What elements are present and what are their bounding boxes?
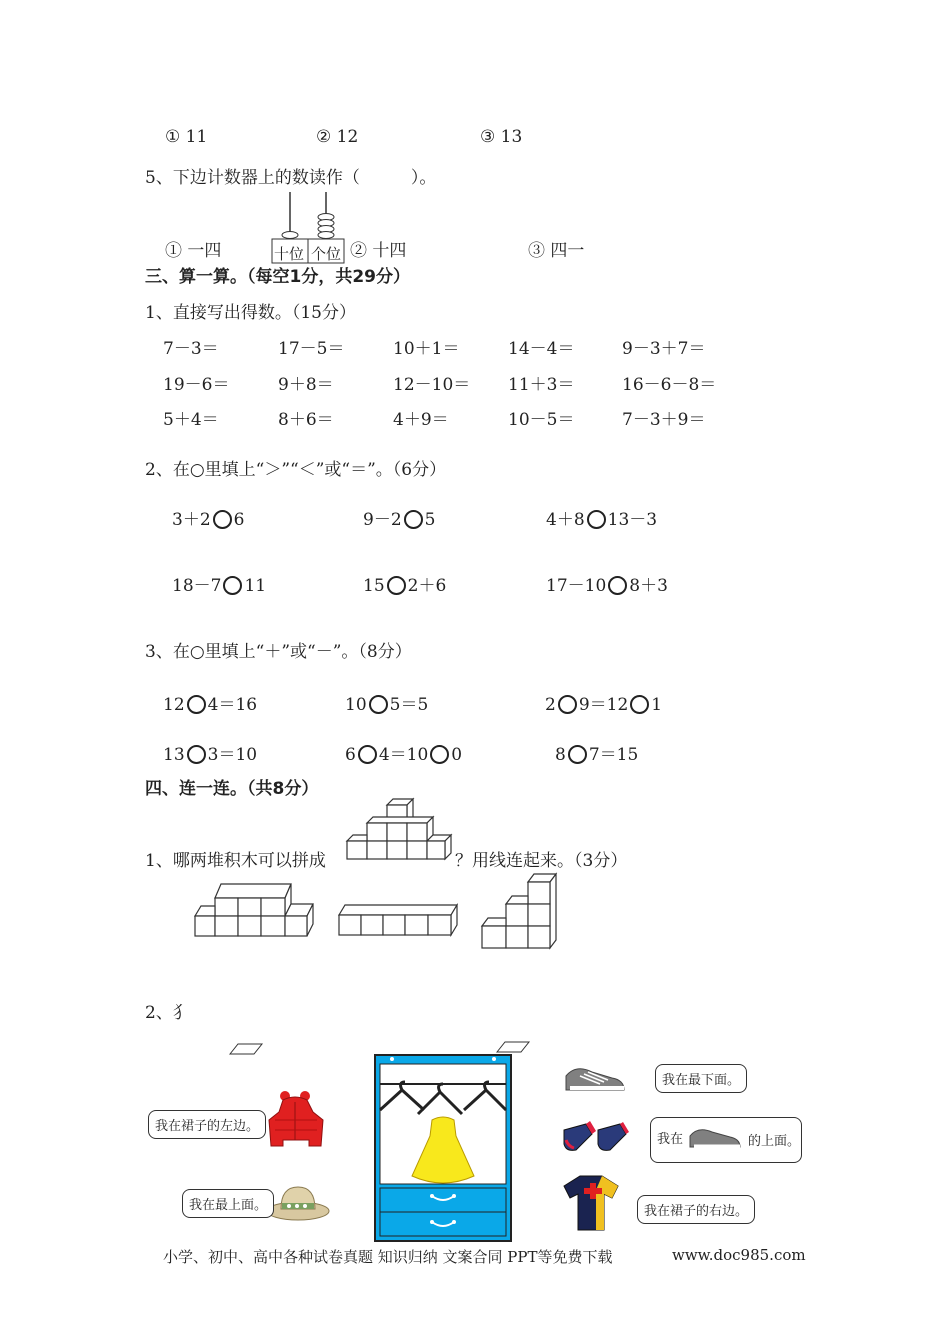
- abacus-ones-label: 个位: [311, 245, 342, 263]
- calc-item: 17－5＝: [278, 339, 345, 359]
- calc-item: 9＋8＝: [278, 375, 334, 395]
- calc-item: 10－5＝: [508, 410, 575, 430]
- answer-circle[interactable]: [404, 510, 423, 529]
- target-block-pile: [345, 795, 455, 863]
- s3-p2-title: 2、在○里填上“＞”“＜”或“＝”。（6分）: [145, 460, 447, 480]
- q5-option-2: ② 十四: [350, 241, 407, 261]
- answer-circle[interactable]: [187, 745, 206, 764]
- answer-circle[interactable]: [213, 510, 232, 529]
- compare-item: 15 2＋6: [363, 576, 447, 596]
- calc-item: 4＋9＝: [393, 410, 449, 430]
- wardrobe-illustration: [374, 1054, 512, 1242]
- s4-p2-prefix: 2、犭: [145, 1003, 190, 1023]
- calc-item: 7－3＋9＝: [622, 410, 706, 430]
- calc-item: 11＋3＝: [508, 375, 575, 395]
- sneakers-picture: [560, 1060, 630, 1096]
- block-pile-b: [337, 903, 459, 939]
- sign-item: 8 7＝15: [555, 745, 639, 765]
- section3-title: 三、算一算。（每空1分，共29分）: [145, 267, 410, 287]
- calc-item: 19－6＝: [163, 375, 230, 395]
- calc-item: 12－10＝: [393, 375, 471, 395]
- sign-item: 10 5＝5: [345, 695, 429, 715]
- sign-item: 6 4＝10 0: [345, 745, 463, 765]
- q5-option-3: ③ 四一: [528, 241, 585, 261]
- sign-item: 12 4＝16: [163, 695, 258, 715]
- decor-shape: [228, 1042, 264, 1056]
- answer-circle[interactable]: [630, 695, 649, 714]
- answer-circle[interactable]: [568, 745, 587, 764]
- answer-circle[interactable]: [387, 576, 406, 595]
- sign-item: 2 9＝12 1: [545, 695, 663, 715]
- compare-item: 3＋2 6: [172, 510, 245, 530]
- speech-bubble-hat: 我在最上面。: [182, 1189, 274, 1218]
- s4-p1-prefix: 1、哪两堆积木可以拼成: [145, 851, 326, 871]
- calc-item: 10＋1＝: [393, 339, 460, 359]
- block-pile-c: [480, 872, 560, 950]
- compare-item: 4＋8 13－3: [546, 510, 658, 530]
- red-jacket-picture: [265, 1090, 327, 1152]
- bubble-text-a: 我在: [657, 1132, 684, 1147]
- calc-item: 5＋4＝: [163, 410, 219, 430]
- s4-p1-suffix: ？用线连起来。（3分）: [455, 851, 628, 871]
- answer-circle[interactable]: [608, 576, 627, 595]
- footer-url[interactable]: www.doc985.com: [672, 1246, 806, 1264]
- straw-hat-picture: [265, 1183, 331, 1223]
- q5-option-1: ① 一四: [165, 241, 222, 261]
- block-pile-a: [193, 882, 315, 938]
- speech-bubble-shoes: 我在最下面。: [655, 1064, 747, 1093]
- footer-text: 小学、初中、高中各种试卷真题 知识归纳 文案合同 PPT等免费下载: [163, 1248, 613, 1266]
- s3-p3-title: 3、在○里填上“＋”或“－”。（8分）: [145, 642, 412, 662]
- compare-item: 18－7 11: [172, 576, 267, 596]
- calc-item: 9－3＋7＝: [622, 339, 706, 359]
- sneakers-small-picture: [686, 1122, 746, 1154]
- calc-item: 14－4＝: [508, 339, 575, 359]
- q4-option-2: ② 12: [316, 127, 359, 147]
- q4-option-1: ① 11: [165, 127, 208, 147]
- answer-circle[interactable]: [587, 510, 606, 529]
- compare-item: 17－10 8＋3: [546, 576, 668, 596]
- speech-bubble-jacket: 我在裙子的左边。: [148, 1110, 266, 1139]
- socks-picture: [560, 1112, 630, 1154]
- compare-item: 9－2 5: [363, 510, 436, 530]
- calc-item: 7－3＝: [163, 339, 219, 359]
- answer-circle[interactable]: [223, 576, 242, 595]
- answer-circle[interactable]: [558, 695, 577, 714]
- abacus-tens-label: 十位: [274, 245, 305, 263]
- decor-shape: [495, 1040, 531, 1054]
- answer-circle[interactable]: [358, 745, 377, 764]
- sign-item: 13 3＝10: [163, 745, 258, 765]
- section4-title: 四、连一连。（共8分）: [145, 779, 319, 799]
- calc-item: 16－6－8＝: [622, 375, 717, 395]
- answer-circle[interactable]: [369, 695, 388, 714]
- tshirt-picture: [562, 1172, 620, 1232]
- calc-item: 8＋6＝: [278, 410, 334, 430]
- bubble-text-b: 的上面。: [748, 1134, 801, 1149]
- q4-option-3: ③ 13: [480, 127, 523, 147]
- speech-bubble-tshirt: 我在裙子的右边。: [637, 1195, 755, 1224]
- q5-question: 5、下边计数器上的数读作（ ）。: [145, 168, 437, 188]
- s3-p1-title: 1、直接写出得数。（15分）: [145, 303, 356, 323]
- answer-circle[interactable]: [430, 745, 449, 764]
- answer-circle[interactable]: [187, 695, 206, 714]
